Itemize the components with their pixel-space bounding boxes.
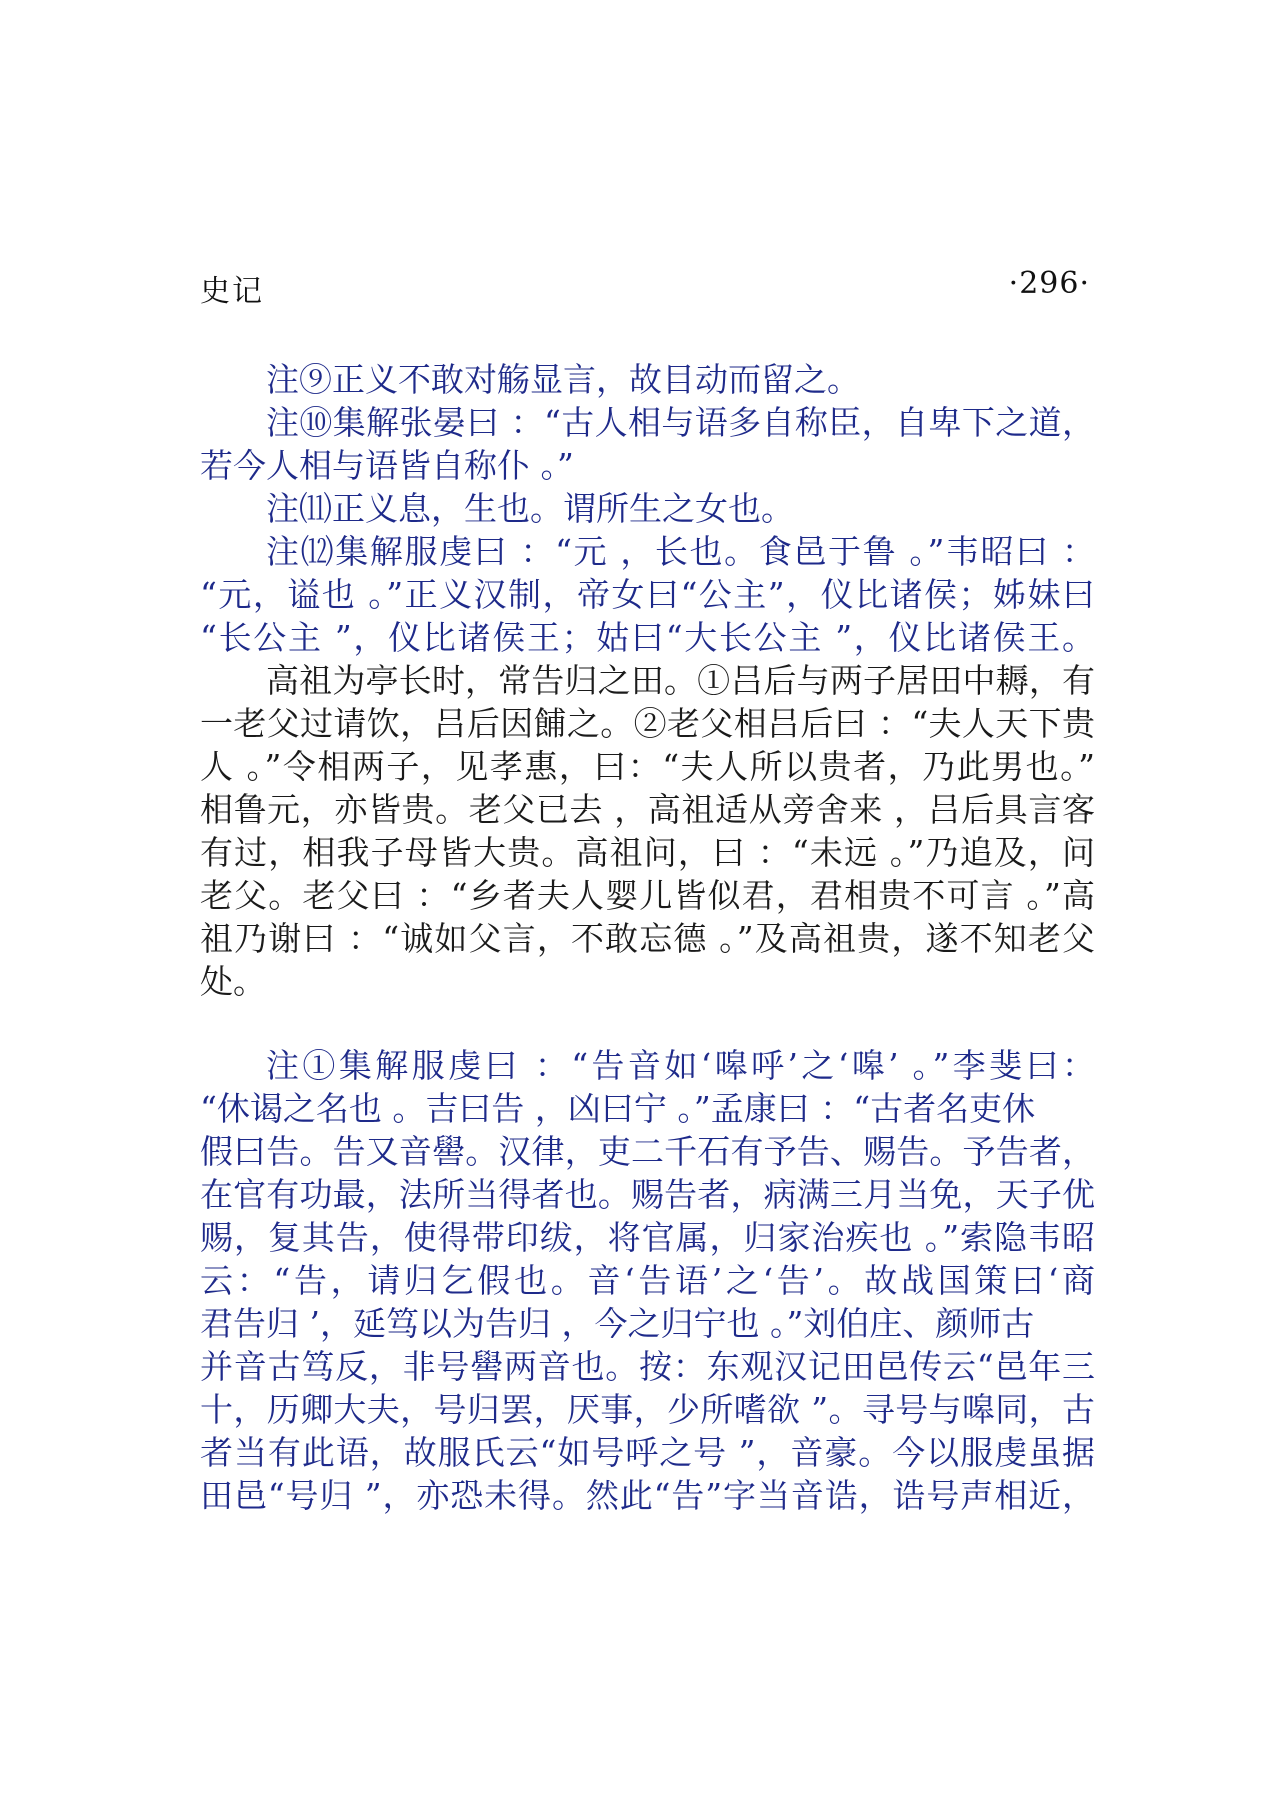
main-text-line: 相鲁元，亦皆贵。老父已去 ，高祖适从旁舍来 ，吕后具言客 xyxy=(200,790,1095,829)
annotation-line: 注⑨正义不敢对觞显言，故目动而留之。 xyxy=(266,360,860,399)
main-text-line: 祖乃谢曰 ：“诚如父言，不敢忘德 。”及高祖贵，遂不知老父 xyxy=(200,919,1095,958)
main-text-line: 处。 xyxy=(200,962,266,1001)
annotation-line: 十，历卿大夫，号归罢，厌事，少所嗜欲 ”。寻号与嗥同，古 xyxy=(200,1390,1095,1429)
annotation-line: 注①集解服虔曰 ：“告音如‘嗥呼’之‘嗥’ 。”李斐曰： xyxy=(266,1046,1095,1085)
annotation-line: 者当有此语，故服氏云“如号呼之号 ”，音豪。今以服虔虽据 xyxy=(200,1433,1095,1472)
annotation-line: 赐，复其告，使得带印绂，将官属，归家治疾也 。”索隐韦昭 xyxy=(200,1218,1095,1257)
annotation-line: “长公主 ”，仪比诸侯王；姑曰“大长公主 ”，仪比诸侯王。 xyxy=(200,618,1095,657)
main-text-line: 有过，相我子母皆大贵。高祖问，曰 ：“未远 。”乃追及，问 xyxy=(200,833,1095,872)
annotation-line: 注⑾正义息，生也。谓所生之女也。 xyxy=(266,489,794,528)
annotation-line: 注⑿集解服虔曰 ：“元 ，长也。食邑于鲁 。”韦昭曰 ： xyxy=(266,532,1095,571)
annotation-line: 君告归 ’，延笃以为告归 ，今之归宁也 。”刘伯庄、颜师古 xyxy=(200,1304,1035,1343)
annotation-line: 在官有功最，法所当得者也。赐告者，病满三月当免，天子优 xyxy=(200,1175,1095,1214)
page-number: ·296· xyxy=(1008,266,1090,301)
main-text-line: 人 。”令相两子，见孝惠，曰：“夫人所以贵者，乃此男也。” xyxy=(200,747,1095,786)
annotation-line: 田邑“号归 ”，亦恐未得。然此“告”字当音诰，诰号声相近， xyxy=(200,1476,1095,1515)
annotation-line: “休谒之名也 。吉曰告 ，凶曰宁 。”孟康曰 ：“古者名吏休 xyxy=(200,1089,1036,1128)
annotation-line: 假曰告。告又音嚳。汉律，吏二千石有予告、赐告。予告者， xyxy=(200,1132,1095,1171)
main-text-line: 一老父过请饮，吕后因餔之。②老父相吕后曰 ：“夫人天下贵 xyxy=(200,704,1095,743)
main-text-line: 高祖为亭长时，常告归之田。①吕后与两子居田中耨，有 xyxy=(266,661,1095,700)
running-header xyxy=(200,266,1090,316)
annotation-line: 云：“告，请归乞假也。音‘告语’之‘告’。故战国策曰‘商 xyxy=(200,1261,1095,1300)
annotation-line: 并音古笃反，非号嚳两音也。按：东观汉记田邑传云“邑年三 xyxy=(200,1347,1095,1386)
annotation-line: “元，谥也 。”正义汉制，帝女曰“公主”，仪比诸侯；姊妹曰 xyxy=(200,575,1095,614)
annotation-line: 若今人相与语皆自称仆 。” xyxy=(200,446,574,485)
main-text-line: 老父。老父曰 ：“乡者夫人婴儿皆似君，君相贵不可言 。”高 xyxy=(200,876,1095,915)
annotation-line: 注⑩集解张晏曰 ：“古人相与语多自称臣，自卑下之道， xyxy=(266,403,1095,442)
book-title: 史记 xyxy=(200,274,264,309)
